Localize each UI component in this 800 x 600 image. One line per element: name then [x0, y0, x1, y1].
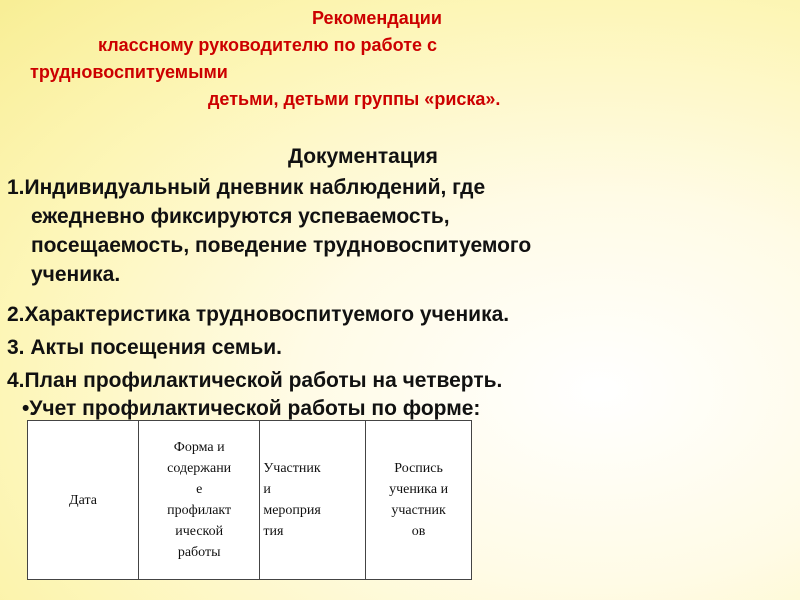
header-signature: Роспись ученика и участник ов — [366, 421, 472, 580]
list-item-3: 3. Акты посещения семьи. — [7, 336, 283, 359]
header-form-content: Форма и содержани е профилакт ической работы — [139, 421, 260, 580]
header-participants: Участник и мероприя тия — [260, 421, 366, 580]
record-form-table — [27, 420, 472, 580]
header-date: Дата — [28, 421, 139, 580]
title-line-3: трудновоспитуемыми — [30, 62, 228, 82]
table-header-row — [28, 421, 472, 580]
bullet-item: •Учет профилактической работы по форме: — [22, 397, 481, 420]
list-item-1-line-1: 1.Индивидуальный дневник наблюдений, где — [7, 176, 486, 199]
title-line-1: Рекомендации — [312, 8, 442, 28]
list-item-1-line-3: посещаемость, поведение трудновоспитуемого — [31, 234, 532, 257]
list-item-1-line-4: ученика. — [31, 263, 121, 286]
list-item-2: 2.Характеристика трудновоспитуемого ученика. — [7, 303, 510, 326]
list-item-1-line-2: ежедневно фиксируются успеваемость, — [31, 205, 450, 228]
list-item-4: 4.План профилактической работы на четверть. — [7, 369, 503, 392]
title-line-4: детьми, детьми группы «риска». — [208, 89, 501, 109]
title-line-2: классному руководителю по работе с — [98, 35, 438, 55]
section-heading: Документация — [288, 145, 438, 168]
